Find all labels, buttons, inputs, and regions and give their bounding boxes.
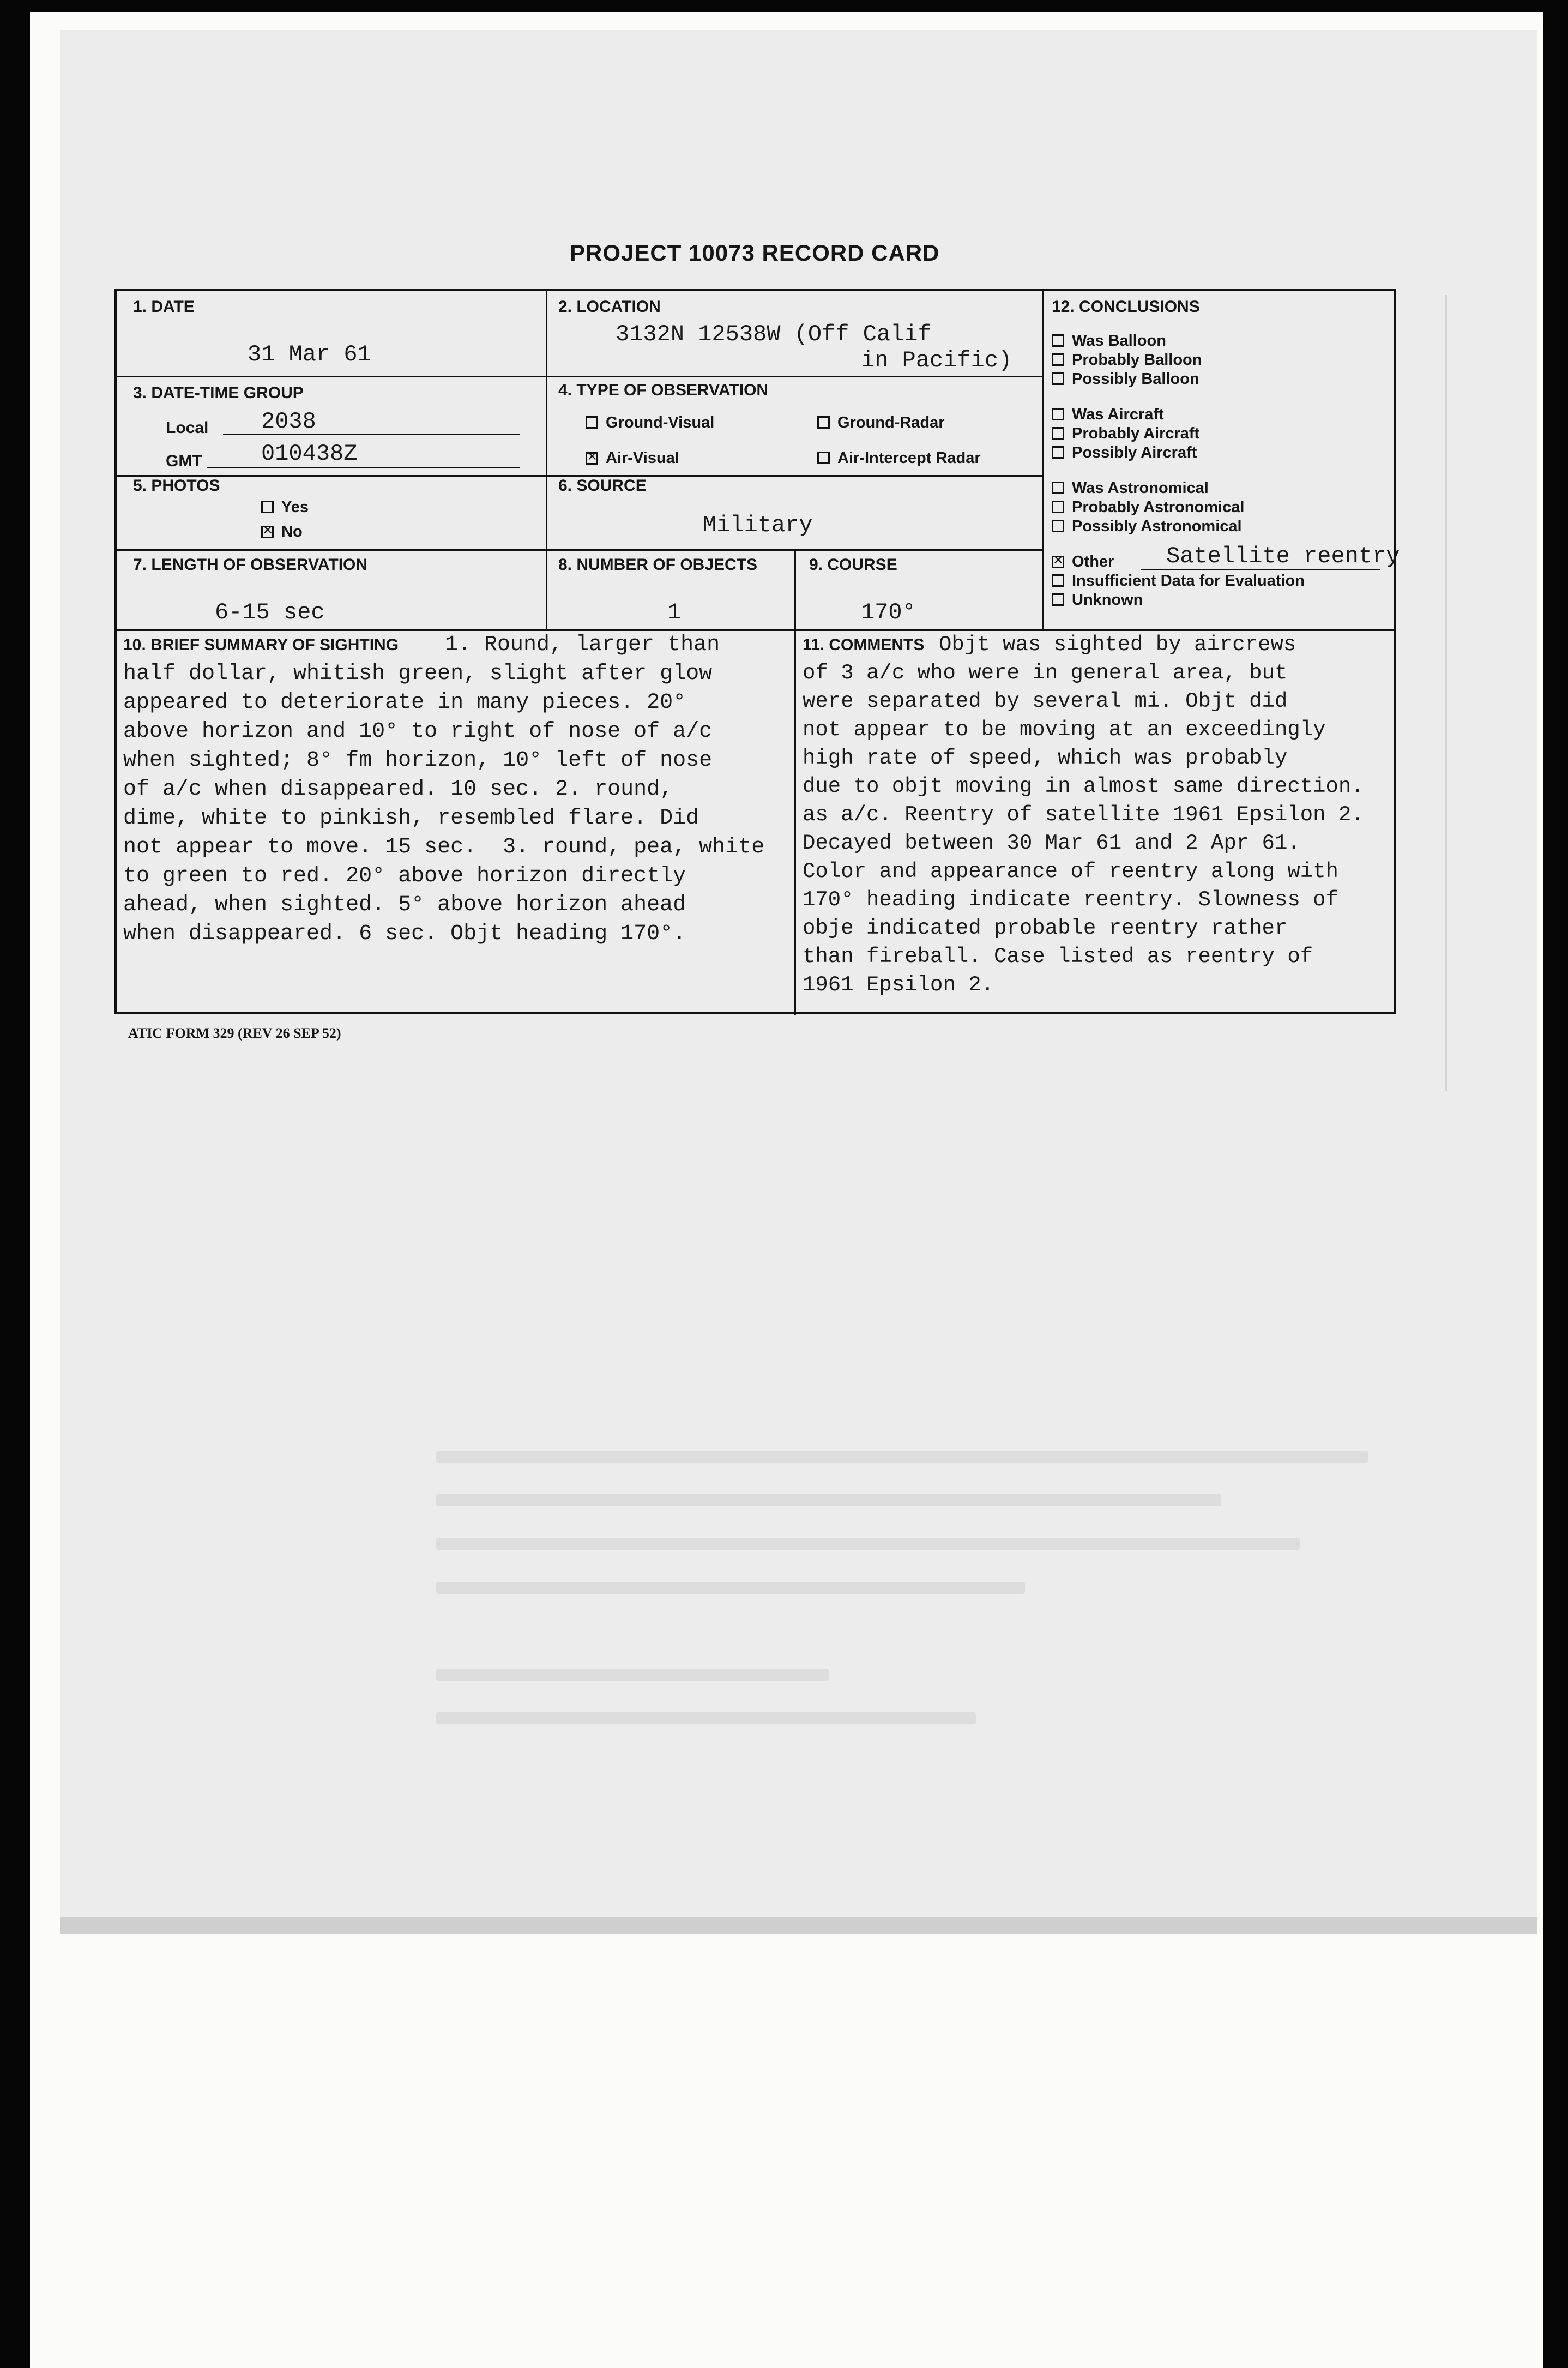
concl-was-aircraft[interactable]: Was Aircraft — [1052, 406, 1164, 424]
comments-line: of 3 a/c who were in general area, but — [803, 661, 1288, 685]
comments-line: 170° heading indicate reentry. Slowness of — [803, 888, 1338, 912]
photos-no[interactable]: ✕No — [261, 523, 303, 541]
comments-line: high rate of speed, which was probably — [803, 746, 1288, 770]
card-title: PROJECT 10073 RECORD CARD — [570, 240, 940, 266]
concl-unknown[interactable]: Unknown — [1052, 591, 1143, 609]
comments-line: as a/c. Reentry of satellite 1961 Epsilon 2. — [803, 803, 1364, 827]
concl-other-value: Satellite reentry — [1166, 543, 1400, 569]
summary-text — [123, 630, 764, 948]
concl-other[interactable]: ✕Other — [1052, 553, 1114, 571]
comments-label: 11. COMMENTS — [803, 636, 925, 654]
comments-line: obje indicated probable reentry rather — [803, 916, 1288, 940]
checked-box-icon — [586, 452, 598, 465]
comments-text — [803, 630, 1364, 999]
summary-line: when sighted; 8° fm horizon, 10° left of nose — [123, 748, 713, 773]
checkbox-icon — [817, 416, 830, 429]
location-line-2: in Pacific) — [861, 347, 1012, 374]
comments-line: Decayed between 30 Mar 61 and 2 Apr 61. — [803, 831, 1300, 855]
obs-air-visual[interactable]: ✕Air-Visual — [586, 449, 679, 467]
summary-line: half dollar, whitish green, slight after glow — [123, 662, 713, 686]
concl-possibly-astronomical[interactable]: Possibly Astronomical — [1052, 518, 1242, 536]
checkbox-icon — [586, 416, 598, 429]
checkbox-icon — [1052, 593, 1064, 606]
concl-possibly-aircraft[interactable]: Possibly Aircraft — [1052, 444, 1197, 462]
checkbox-icon — [1052, 353, 1064, 366]
comments-line: Objt was sighted by aircrews — [939, 633, 1296, 657]
checkbox-icon — [1052, 574, 1064, 587]
concl-possibly-balloon[interactable]: Possibly Balloon — [1052, 370, 1199, 388]
concl-probably-aircraft[interactable]: Probably Aircraft — [1052, 425, 1199, 443]
checkbox-icon — [1052, 408, 1064, 420]
course-value: 170° — [861, 599, 916, 626]
summary-line: to green to red. 20° above horizon directly — [123, 864, 686, 888]
concl-was-balloon[interactable]: Was Balloon — [1052, 332, 1166, 350]
summary-line: above horizon and 10° to right of nose of a/c — [123, 719, 713, 744]
length-label: 7. LENGTH OF OBSERVATION — [133, 556, 368, 574]
checkbox-icon — [1052, 334, 1064, 347]
date-label: 1. DATE — [133, 298, 195, 316]
checked-box-icon — [1052, 556, 1064, 568]
obs-air-intercept-radar[interactable]: Air-Intercept Radar — [817, 449, 981, 467]
photos-label: 5. PHOTOS — [133, 477, 220, 495]
local-label: Local — [166, 419, 209, 437]
checkbox-icon — [1052, 446, 1064, 459]
concl-probably-balloon[interactable]: Probably Balloon — [1052, 351, 1202, 369]
checkbox-icon — [1052, 501, 1064, 513]
photos-yes[interactable]: Yes — [261, 498, 309, 516]
source-value: Military — [703, 512, 813, 538]
location-label: 2. LOCATION — [558, 298, 661, 316]
checkbox-icon — [261, 501, 274, 513]
objects-value: 1 — [667, 599, 682, 626]
course-label: 9. COURSE — [809, 556, 897, 574]
comments-line: 1961 Epsilon 2. — [803, 973, 994, 997]
checkbox-icon — [1052, 427, 1064, 440]
gmt-label: GMT — [166, 452, 202, 470]
concl-insufficient[interactable]: Insufficient Data for Evaluation — [1052, 572, 1305, 590]
observation-type-label: 4. TYPE OF OBSERVATION — [558, 381, 769, 399]
summary-label: 10. BRIEF SUMMARY OF SIGHTING — [123, 636, 399, 654]
obs-ground-visual[interactable]: Ground-Visual — [586, 414, 714, 432]
gmt-value: 010438Z — [261, 441, 358, 467]
comments-line: than fireball. Case listed as reentry of — [803, 945, 1313, 969]
photo-bottom-edge — [60, 1917, 1537, 1934]
comments-line: were separated by several mi. Objt did — [803, 689, 1288, 713]
local-value: 2038 — [261, 408, 316, 435]
summary-line: when disappeared. 6 sec. Objt heading 170°. — [123, 922, 686, 946]
date-value: 31 Mar 61 — [248, 341, 371, 368]
summary-line: appeared to deteriorate in many pieces. 20° — [123, 690, 686, 715]
summary-line: of a/c when disappeared. 10 sec. 2. round, — [123, 777, 673, 802]
conclusions-label: 12. CONCLUSIONS — [1052, 298, 1200, 316]
summary-line: ahead, when sighted. 5° above horizon ahead — [123, 893, 686, 917]
comments-line: Color and appearance of reentry along with — [803, 860, 1338, 884]
checkbox-icon — [1052, 372, 1064, 385]
record-card — [114, 289, 1400, 1014]
photo-edge — [1445, 295, 1447, 1091]
checkbox-icon — [817, 452, 830, 464]
concl-probably-astronomical[interactable]: Probably Astronomical — [1052, 498, 1244, 516]
dtg-label: 3. DATE-TIME GROUP — [133, 384, 304, 402]
location-line-1: 3132N 12538W (Off Calif — [616, 321, 932, 347]
checkbox-icon — [1052, 520, 1064, 532]
form-number: ATIC FORM 329 (REV 26 SEP 52) — [128, 1025, 341, 1041]
checkbox-icon — [1052, 482, 1064, 494]
summary-line: dime, white to pinkish, resembled flare. Did — [123, 806, 699, 831]
bleed-through-text — [436, 1451, 1418, 1832]
comments-line: due to objt moving in almost same direction. — [803, 774, 1364, 798]
checked-box-icon — [261, 526, 274, 538]
comments-line: not appear to be moving at an exceedingly — [803, 718, 1326, 742]
summary-line: not appear to move. 15 sec. 3. round, pea, white — [123, 835, 765, 860]
objects-label: 8. NUMBER OF OBJECTS — [558, 556, 758, 574]
source-label: 6. SOURCE — [558, 477, 647, 495]
concl-was-astronomical[interactable]: Was Astronomical — [1052, 479, 1209, 497]
obs-ground-radar[interactable]: Ground-Radar — [817, 414, 945, 432]
length-value: 6-15 sec — [215, 599, 325, 626]
summary-line: 1. Round, larger than — [445, 633, 720, 657]
